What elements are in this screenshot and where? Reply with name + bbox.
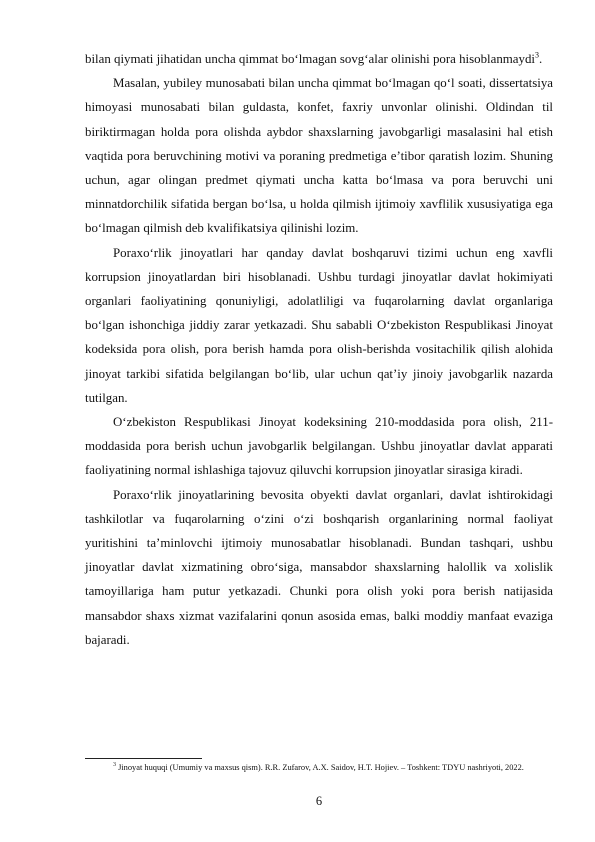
page-number: 6 <box>315 794 323 808</box>
paragraph <box>85 47 553 71</box>
paragraph: Poraxo‘rlik jinoyatlarining bevosita obyekti davlat organlari, davlat ishtirokidagi tashkilotlar va fuqarolarning o‘zini o‘zi boshqarish organlarining normal faoliyat yuritishini ta’minlovchi ijtimoiy munosabatlar hisoblanadi. Bundan tashqari, ushbu jinoyatlar davlat xizmatining obro‘siga, mansabdor shaxslarning halollik va xolislik tamoyillariga ham putur yetkazadi. Chunki pora olish yoki pora berish natijasida mansabdor shaxs xizmat vazifalarini qonun asosida emas, balki moddiy manfaat evaziga bajaradi. <box>85 487 553 647</box>
footnote-reference: 3 <box>535 50 540 60</box>
footnote <box>85 762 553 774</box>
paragraph: O‘zbekiston Respublikasi Jinoyat kodeksining 210-moddasida pora olish, 211-moddasida pora berish uchun javobgarlik belgilangan. Ushbu jinoyatlar davlat apparati faoliyatining normal ishlashiga tajovuz qiluvchi korrupsion jinoyatlar sirasiga kiradi. <box>85 415 553 478</box>
paragraph: Masalan, yubiley munosabati bilan uncha qimmat bo‘lmagan qo‘l soati, dissertatsiya himoyasi munosabati bilan guldasta, konfet, faxriy unvonlar olinishi. Oldindan til biriktirmagan holda pora olishda aybdor shaxslarning javobgarligi masalasini hal etish vaqtida pora beruvchining motivi va poraning predmetiga e’tibor qaratish lozim. Shuning uchun, agar olingan predmet qiymati uncha katta bo‘lmasa va pora beruvchi uni minnatdorchilik sifatida bergan bo‘lsa, u holda qilmish ijtimoiy xavflilik xususiyatiga ega bo‘lmagan qilmish deb kvalifikatsiya qilinishi lozim. <box>85 76 553 236</box>
paragraph: Poraxo‘rlik jinoyatlari har qanday davlat boshqaruvi tizimi uchun eng xavfli korrupsion jinoyatlardan biri hisoblanadi. Ushbu turdagi jinoyatlar davlat hokimiyati organlari faoliyatining qonuniyligi, adolatliligi va fuqarolarning davlat organlariga bo‘lgan ishonchiga jiddiy zarar yetkazadi. Shu sababli O‘zbekiston Respublikasi Jinoyat kodeksida pora olish, pora berish hamda pora olish-berishda vositachilik qilish alohida jinoyat tarkibi sifatida belgilangan bo‘lib, ular uchun qat’iy jinoiy javobgarlik nazarda tutilgan. <box>85 245 553 405</box>
footnote-number: 3 <box>113 762 116 769</box>
body-text <box>85 47 553 652</box>
paragraph-end: . <box>539 52 543 66</box>
footnote-separator <box>85 758 202 759</box>
footnote-text: Jinoyat huquqi (Umumiy va maxsus qism). R.R. Zufarov, A.X. Saidov, H.T. Hojiev. – Toshkent: TDYU nashriyoti, 2022. <box>116 763 524 772</box>
paragraph-text: bilan qiymati jihatidan uncha qimmat bo‘lmagan sovg‘alar olinishi pora hisoblanmaydi <box>85 52 536 66</box>
